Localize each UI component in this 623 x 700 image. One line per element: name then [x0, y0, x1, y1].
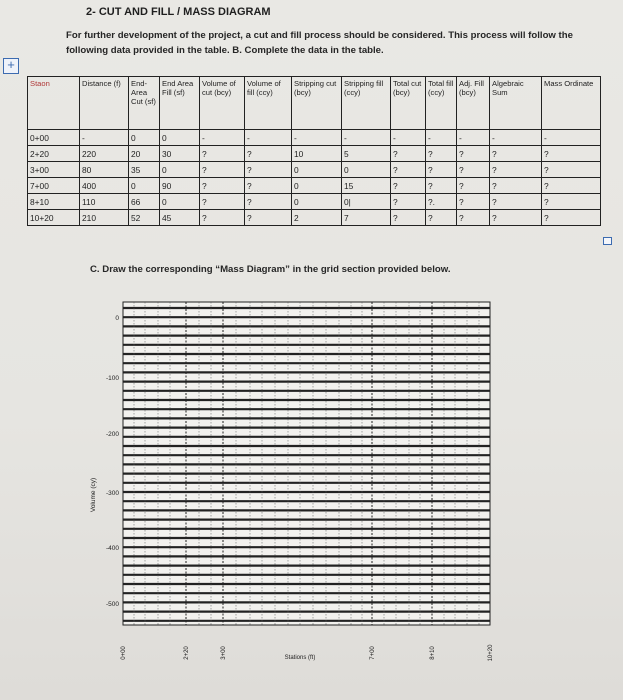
table-cell[interactable]: 400: [80, 178, 129, 194]
table-cell[interactable]: ?: [457, 146, 490, 162]
section-title: 2- CUT AND FILL / MASS DIAGRAM: [86, 6, 271, 18]
table-cell[interactable]: ?: [490, 162, 542, 178]
x-tick-label: 8+10: [430, 646, 436, 660]
table-header-cell: Adj. Fill (bcy): [457, 77, 490, 130]
table-cell[interactable]: ?.: [426, 194, 457, 210]
table-cell[interactable]: ?: [490, 178, 542, 194]
table-cell[interactable]: 90: [160, 178, 200, 194]
move-icon[interactable]: +: [3, 58, 19, 74]
table-cell[interactable]: 7+00: [28, 178, 80, 194]
table-cell[interactable]: ?: [542, 178, 601, 194]
x-tick-label: 7+00: [370, 646, 376, 660]
table-header-cell: End Area Fill (sf): [160, 77, 200, 130]
table-cell[interactable]: ?: [245, 178, 292, 194]
table-cell[interactable]: ?: [426, 178, 457, 194]
table-header-cell: Distance (f): [80, 77, 129, 130]
x-tick-label: 10+20: [488, 644, 494, 662]
table-cell[interactable]: -: [426, 130, 457, 146]
y-axis-label: Volume (cy): [90, 477, 97, 513]
table-cell[interactable]: 3+00: [28, 162, 80, 178]
table-cell[interactable]: ?: [457, 178, 490, 194]
section-c-instruction: C. Draw the corresponding “Mass Diagram” in the grid section provided below.: [90, 264, 451, 275]
y-tick-label: -200: [105, 431, 119, 438]
table-cell[interactable]: 0: [342, 162, 391, 178]
table-cell[interactable]: 30: [160, 146, 200, 162]
table-cell[interactable]: ?: [542, 146, 601, 162]
table-cell[interactable]: 52: [129, 210, 160, 226]
table-cell[interactable]: 45: [160, 210, 200, 226]
y-tick-label: -100: [105, 375, 119, 382]
table-cell[interactable]: 5: [342, 146, 391, 162]
table-cell[interactable]: 7: [342, 210, 391, 226]
table-cell[interactable]: 35: [129, 162, 160, 178]
table-cell[interactable]: ?: [457, 210, 490, 226]
table-cell[interactable]: ?: [542, 210, 601, 226]
table-cell[interactable]: -: [80, 130, 129, 146]
table-cell[interactable]: 0: [292, 178, 342, 194]
table-cell[interactable]: 220: [80, 146, 129, 162]
table-cell[interactable]: ?: [245, 162, 292, 178]
table-cell[interactable]: 0: [292, 194, 342, 210]
table-cell[interactable]: ?: [426, 162, 457, 178]
table-cell[interactable]: 66: [129, 194, 160, 210]
table-cell[interactable]: 10: [292, 146, 342, 162]
table-cell[interactable]: 210: [80, 210, 129, 226]
table-cell[interactable]: ?: [391, 194, 426, 210]
table-cell[interactable]: ?: [200, 194, 245, 210]
table-header-cell: End-Area Cut (sf): [129, 77, 160, 130]
table-cell[interactable]: 0: [160, 194, 200, 210]
table-cell[interactable]: ?: [457, 162, 490, 178]
table-cell[interactable]: -: [490, 130, 542, 146]
table-cell[interactable]: ?: [200, 162, 245, 178]
x-tick-label: 3+00: [221, 646, 227, 660]
table-cell[interactable]: 20: [129, 146, 160, 162]
table-cell[interactable]: ?: [426, 210, 457, 226]
table-cell[interactable]: 8+10: [28, 194, 80, 210]
table-cell[interactable]: ?: [542, 194, 601, 210]
table-cell[interactable]: 2+20: [28, 146, 80, 162]
table-cell[interactable]: ?: [200, 178, 245, 194]
table-cell[interactable]: 10+20: [28, 210, 80, 226]
table-cell[interactable]: 15: [342, 178, 391, 194]
table-cell[interactable]: ?: [245, 210, 292, 226]
table-cell[interactable]: ?: [391, 210, 426, 226]
table-header-cell: Mass Ordinate: [542, 77, 601, 130]
table-cell[interactable]: ?: [200, 210, 245, 226]
table-cell[interactable]: ?: [200, 146, 245, 162]
y-tick-label: 0: [115, 315, 119, 322]
table-cell[interactable]: -: [457, 130, 490, 146]
intro-text: For further development of the project, a cut and fill process should be considered. This process will follow the following data provided in the table. B. Complete the data in the table.: [66, 30, 573, 56]
table-header-cell: Total cut (bcy): [391, 77, 426, 130]
table-cell[interactable]: 0: [160, 162, 200, 178]
table-cell[interactable]: ?: [245, 146, 292, 162]
table-cell[interactable]: 0|: [342, 194, 391, 210]
table-cell[interactable]: -: [391, 130, 426, 146]
y-tick-label: -500: [105, 601, 119, 608]
table-cell[interactable]: 0: [292, 162, 342, 178]
table-cell[interactable]: ?: [391, 146, 426, 162]
table-header-cell: Stripping fill (ccy): [342, 77, 391, 130]
y-tick-label: -400: [105, 545, 119, 552]
table-cell[interactable]: -: [200, 130, 245, 146]
table-header-cell: Volume of cut (bcy): [200, 77, 245, 130]
table-cell[interactable]: ?: [542, 162, 601, 178]
table-cell[interactable]: -: [292, 130, 342, 146]
table-header-cell: Algebraic Sum: [490, 77, 542, 130]
table-header-cell: Total fill (ccy): [426, 77, 457, 130]
table-cell[interactable]: 0+00: [28, 130, 80, 146]
table-cell[interactable]: -: [245, 130, 292, 146]
table-cell[interactable]: 80: [80, 162, 129, 178]
table-cell[interactable]: ?: [490, 194, 542, 210]
table-cell[interactable]: ?: [391, 162, 426, 178]
table-header-cell: Staon: [28, 77, 80, 130]
table-cell[interactable]: -: [342, 130, 391, 146]
table-cell[interactable]: ?: [391, 178, 426, 194]
table-cell[interactable]: 0: [129, 130, 160, 146]
table-cell[interactable]: -: [542, 130, 601, 146]
table-header-cell: Stripping cut (bcy): [292, 77, 342, 130]
table-cell[interactable]: ?: [490, 146, 542, 162]
x-tick-label: 0+00: [121, 646, 127, 660]
table-cell[interactable]: 110: [80, 194, 129, 210]
y-tick-label: -300: [105, 490, 119, 497]
table-cell[interactable]: 2: [292, 210, 342, 226]
table-cell[interactable]: ?: [490, 210, 542, 226]
table-cell[interactable]: ?: [457, 194, 490, 210]
table-header-cell: Volume of fill (ccy): [245, 77, 292, 130]
x-tick-label: 2+20: [184, 646, 190, 660]
table-cell[interactable]: 0: [129, 178, 160, 194]
x-axis-label: Stations (ft): [284, 655, 316, 661]
table-cell[interactable]: 0: [160, 130, 200, 146]
table-cell[interactable]: ?: [426, 146, 457, 162]
table-cell[interactable]: ?: [245, 194, 292, 210]
